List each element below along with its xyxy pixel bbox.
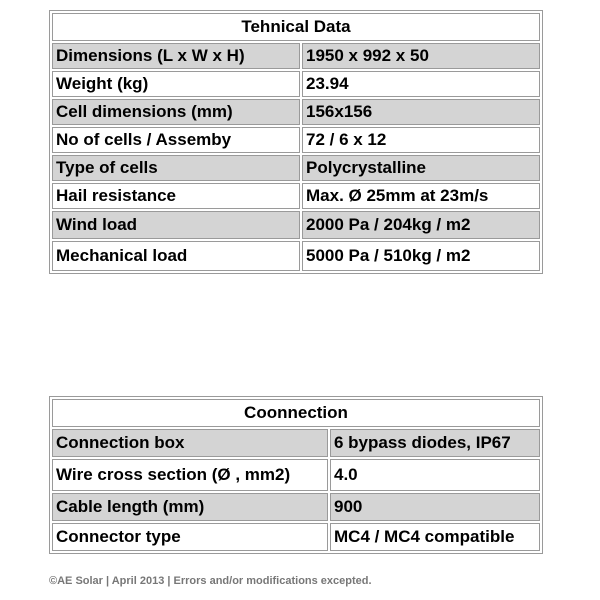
table-header-row (52, 13, 540, 41)
row-label: Cell dimensions (mm) (52, 99, 300, 125)
table-row (52, 429, 540, 457)
table-row (52, 523, 540, 551)
row-value: 6 bypass diodes, IP67 (330, 429, 540, 457)
row-value: 5000 Pa / 510kg / m2 (302, 241, 540, 271)
row-label: Connector type (52, 523, 328, 551)
row-value: Max. Ø 25mm at 23m/s (302, 183, 540, 209)
table-row (52, 493, 540, 521)
table-row (52, 99, 540, 125)
row-value: 23.94 (302, 71, 540, 97)
row-value: 900 (330, 493, 540, 521)
row-label: Weight (kg) (52, 71, 300, 97)
table-header-row (52, 399, 540, 427)
table-row (52, 155, 540, 181)
table-row (52, 211, 540, 239)
row-value: 156x156 (302, 99, 540, 125)
row-label: Type of cells (52, 155, 300, 181)
technical-data-table (49, 10, 543, 274)
table-row (52, 127, 540, 153)
row-label: Wire cross section (Ø , mm2) (52, 459, 328, 491)
table-row (52, 183, 540, 209)
row-label: No of cells / Assemby (52, 127, 300, 153)
table-row (52, 459, 540, 491)
row-label: Dimensions (L x W x H) (52, 43, 300, 69)
row-value: 2000 Pa / 204kg / m2 (302, 211, 540, 239)
row-label: Wind load (52, 211, 300, 239)
connection-title: Coonnection (52, 399, 540, 427)
table-row (52, 43, 540, 69)
row-value: 72 / 6 x 12 (302, 127, 540, 153)
row-label: Mechanical load (52, 241, 300, 271)
connection-table (49, 396, 543, 554)
row-label: Hail resistance (52, 183, 300, 209)
table-row (52, 71, 540, 97)
row-label: Connection box (52, 429, 328, 457)
technical-data-title: Tehnical Data (52, 13, 540, 41)
table-row (52, 241, 540, 271)
row-label: Cable length (mm) (52, 493, 328, 521)
row-value: MC4 / MC4 compatible (330, 523, 540, 551)
row-value: 4.0 (330, 459, 540, 491)
row-value: 1950 x 992 x 50 (302, 43, 540, 69)
row-value: Polycrystalline (302, 155, 540, 181)
footer-note: ©AE Solar | April 2013 | Errors and/or modifications excepted. (49, 575, 372, 587)
